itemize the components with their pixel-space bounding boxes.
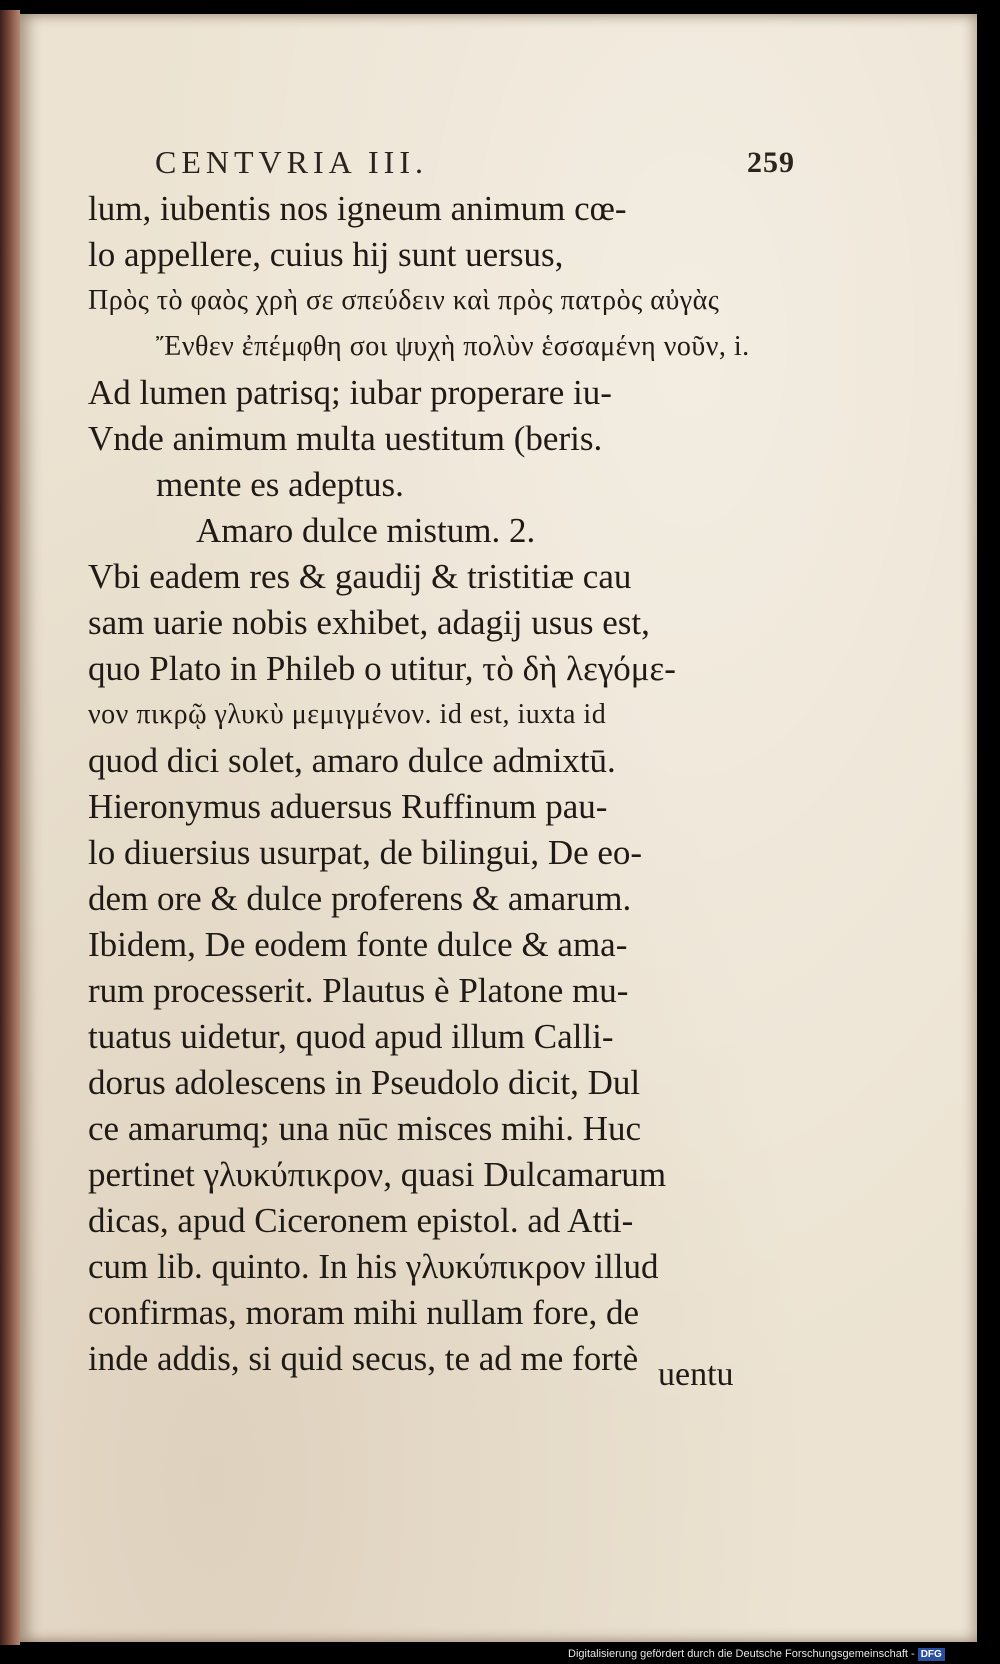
text-line: νον πικρῷ γλυκὺ μεμιγμένον. id est, iuxta id <box>88 699 607 730</box>
page-number: 259 <box>747 146 795 179</box>
text-line: Ad lumen patrisq; iubar properare iu- <box>88 373 612 412</box>
running-head: CENTVRIA III. <box>155 144 428 180</box>
adage-heading: Amaro dulce mistum. 2. <box>196 511 536 550</box>
text-line: dem ore & dulce proferens & amarum. <box>88 879 632 918</box>
text-line: inde addis, si quid secus, te ad me fortè <box>88 1339 639 1378</box>
credit-text: Digitalisierung gefördert durch die Deutsche Forschungsgemeinschaft - <box>568 1648 915 1660</box>
text-line: Ibidem, De eodem fonte dulce & ama- <box>88 925 628 964</box>
text-line: rum processerit. Plautus è Platone mu- <box>88 971 629 1010</box>
text-line: lo diuersius usurpat, de bilingui, De eo- <box>88 833 643 872</box>
text-line: quod dici solet, amaro dulce admixtū. <box>88 741 616 780</box>
text-line: mente es adeptus. <box>156 465 404 504</box>
text-line: pertinet γλυκύπικρον, quasi Dulcamarum <box>88 1155 667 1194</box>
book-edge <box>0 10 20 1645</box>
text-line: Vbi eadem res & gaudij & tristitiæ cau <box>88 557 632 596</box>
digitization-credit <box>568 1646 996 1662</box>
text-line: lo appellere, cuius hij sunt uersus, <box>88 235 564 274</box>
book-page <box>20 14 977 1642</box>
text-line: ce amarumq; una nūc misces mihi. Huc <box>88 1109 642 1148</box>
greek-verse-line: Πρὸς τὸ φαὸς χρὴ σε σπεύδειν καὶ πρὸς πατρὸς αὐγὰς <box>88 285 720 316</box>
text-line: Vnde animum multa uestitum (beris. <box>88 419 603 458</box>
text-line: lum, iubentis nos igneum animum cœ- <box>88 189 627 228</box>
text-line: dorus adolescens in Pseudolo dicit, Dul <box>88 1063 641 1102</box>
page-header <box>155 138 795 186</box>
catchword: uentu <box>658 1356 734 1393</box>
text-line: Hieronymus aduersus Ruffinum pau- <box>88 787 608 826</box>
text-line: tuatus uidetur, quod apud illum Calli- <box>88 1017 614 1056</box>
text-line: sam uarie nobis exhibet, adagij usus est, <box>88 603 650 642</box>
text-line: dicas, apud Ciceronem epistol. ad Atti- <box>88 1201 634 1240</box>
text-line: cum lib. quinto. In his γλυκύπικρον illud <box>88 1247 659 1286</box>
text-line: confirmas, moram mihi nullam fore, de <box>88 1293 640 1332</box>
greek-verse-line: Ἔνθεν ἐπέμφθη σοι ψυχὴ πολὺν ἑσσαμένη νοῦν, i. <box>156 331 750 362</box>
body-text <box>88 186 808 1382</box>
dfg-logo: DFG <box>918 1648 945 1661</box>
text-line: quo Plato in Phileb o utitur, τὸ δὴ λεγόμε- <box>88 649 676 688</box>
